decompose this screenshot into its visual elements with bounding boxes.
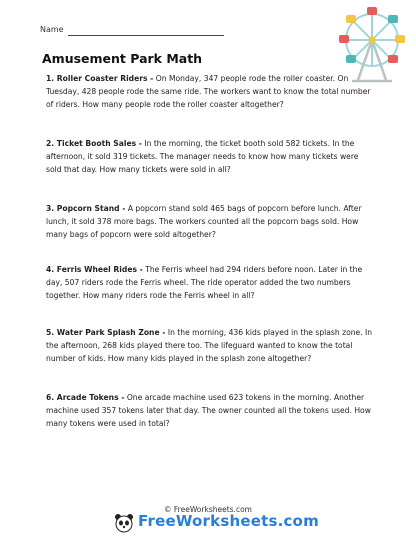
problem-4 bbox=[46, 263, 376, 302]
footer-copyright: © FreeWorksheets.com bbox=[164, 505, 252, 514]
name-line[interactable] bbox=[68, 35, 224, 36]
problem-text: In the morning, the ticket booth sold 582 tickets. In the afternoon, it sold 319 tickets. The manager needs to know how many tickets were sold that day. How many tickets were sold in all? bbox=[46, 139, 359, 174]
problem-text: In the morning, 436 kids played in the splash zone. In the afternoon, 268 kids played there too. The lifeguard wanted to know the total number of kids. How many kids played in the splash zone altogether? bbox=[46, 328, 373, 363]
problem-heading: 5. Water Park Splash Zone - bbox=[46, 328, 166, 337]
problem-heading: 3. Popcorn Stand - bbox=[46, 204, 126, 213]
problem-5 bbox=[46, 326, 376, 365]
problem-heading: 2. Ticket Booth Sales - bbox=[46, 139, 142, 148]
worksheet-title: Amusement Park Math bbox=[42, 51, 203, 66]
problem-text: One arcade machine used 623 tokens in the morning. Another machine used 357 tokens later that day. The owner counted all the tokens used. How many tokens were used in total? bbox=[46, 393, 371, 428]
problem-heading: 4. Ferris Wheel Rides - bbox=[46, 265, 143, 274]
problem-6 bbox=[46, 391, 376, 430]
problem-text: A popcorn stand sold 465 bags of popcorn before lunch. After lunch, it sold 378 more bags. The workers counted all the popcorn bags sold. How many bags of popcorn were sold altogether? bbox=[46, 204, 362, 239]
footer-brand[interactable]: FreeWorksheets.com bbox=[138, 512, 319, 530]
problem-heading: 1. Roller Coaster Riders - bbox=[46, 74, 154, 83]
problem-3 bbox=[46, 202, 376, 241]
problem-heading: 6. Arcade Tokens - bbox=[46, 393, 125, 402]
problem-text: On Monday, 347 people rode the roller coaster. On Tuesday, 428 people rode the same ride. The workers want to know the total number of riders. How many people rode the roller coaster altogether? bbox=[46, 74, 371, 109]
problem-2 bbox=[46, 137, 376, 176]
panda-logo-icon bbox=[114, 513, 134, 533]
problem-text: The Ferris wheel had 294 riders before noon. Later in the day, 507 riders rode the Ferris wheel. The ride operator added the two numbers together. How many riders rode the Ferris wheel in all? bbox=[46, 265, 363, 300]
name-label: Name bbox=[40, 25, 64, 34]
problem-1 bbox=[46, 72, 376, 111]
